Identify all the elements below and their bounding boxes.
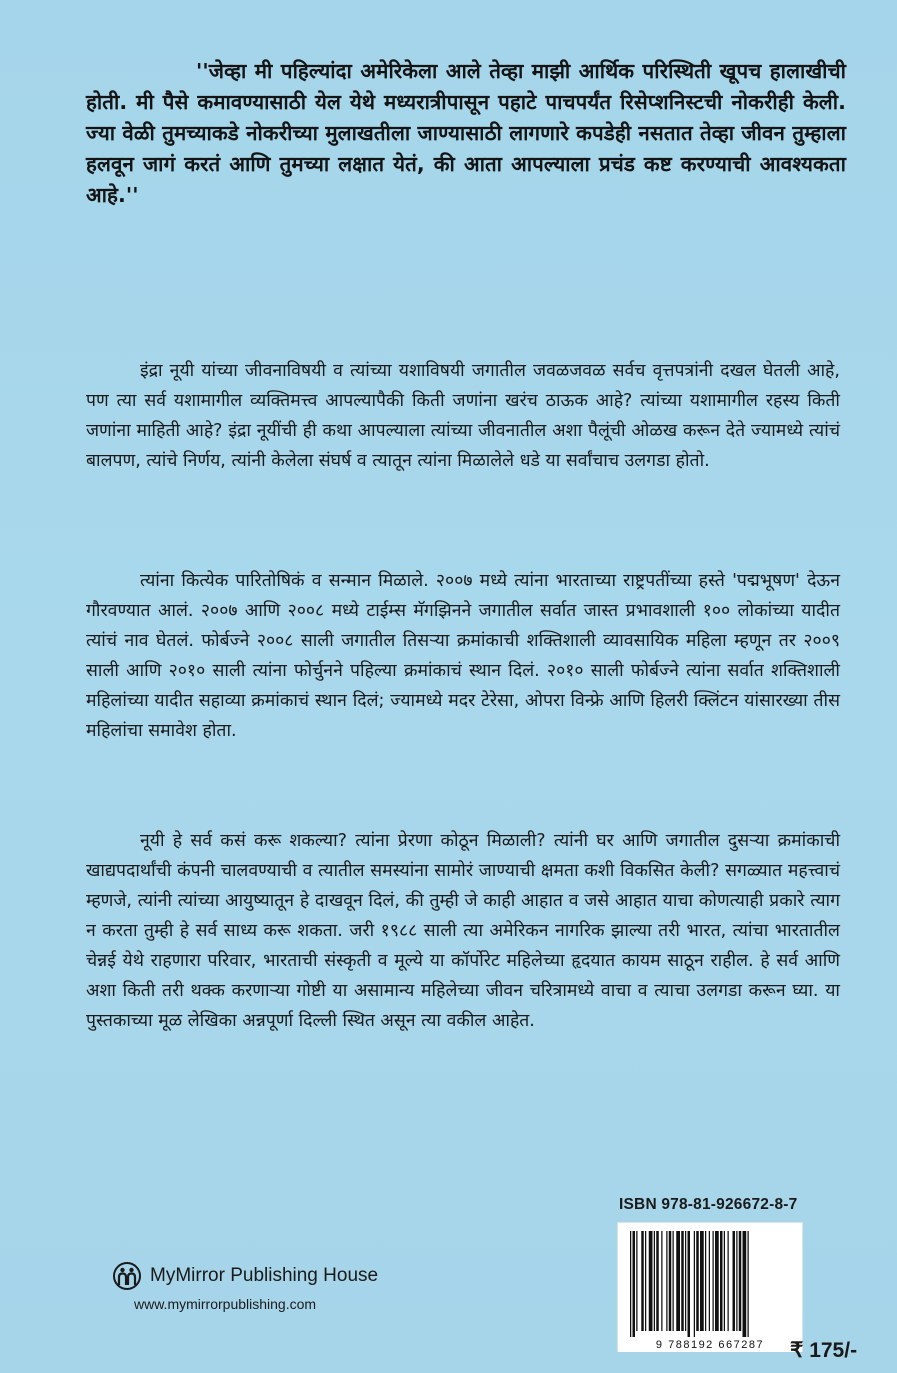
- barcode-bar: [636, 1231, 637, 1331]
- barcode-bar: [666, 1231, 667, 1331]
- cover-quote: ''जेव्हा मी पहिल्यांदा अमेरिकेला आले तेव्हा माझी आर्थिक परिस्थिती खूपच हालाखीची होती. मी पैसे कमावण्यासाठी येल येथे मध्यरात्रीपासून पहाटे पाचपर्यंत रिसेप्शनिस्टची नोकरीही केली. ज्या वेळी तुमच्याकडे नोकरीच्या मुलाखतीला जाण्यासाठी लागणारे कपडेही नसतात तेव्हा जीवन तुम्हाला हलवून जागं करतं आणि तुमच्या लक्षात येतं, की आता आपल्याला प्रचंड कष्ट करण्याची आवश्यकता आहे.'': [86, 59, 846, 207]
- barcode-bar: [633, 1231, 636, 1337]
- barcode-bar: [720, 1231, 723, 1331]
- barcode-bar: [673, 1231, 674, 1331]
- barcode-bar: [696, 1231, 699, 1331]
- barcode-bar: [685, 1231, 686, 1331]
- barcode-digits: 9 788192 667287: [618, 1339, 802, 1352]
- barcode-bar: [656, 1231, 659, 1331]
- barcode-bar: [645, 1231, 646, 1331]
- publisher: [112, 1256, 378, 1296]
- barcode-bar: [661, 1231, 662, 1331]
- barcode-bar: [705, 1231, 706, 1331]
- barcode-bar: [709, 1231, 710, 1331]
- mymirror-logo-icon: [112, 1261, 142, 1291]
- barcode-bar: [688, 1231, 691, 1337]
- barcode-bar: [713, 1231, 714, 1331]
- barcode-bar: [641, 1231, 644, 1331]
- barcode-bar: [715, 1231, 719, 1331]
- barcode-bars: [630, 1231, 790, 1337]
- barcode-bar: [743, 1231, 747, 1337]
- barcode-bar: [728, 1231, 729, 1331]
- price: ₹ 175/-: [790, 1339, 858, 1362]
- barcode-bar: [669, 1231, 672, 1331]
- barcode-bar: [739, 1231, 742, 1331]
- description-paragraph-1: इंद्रा नूयी यांच्या जीवनाविषयी व त्यांच्या यशाविषयी जगातील जवळजवळ सर्वच वृत्तपत्रांनी दखल घेतली आहे, पण त्या सर्व यशामागील व्यक्तिमत्त्व आपल्यापैकी किती जणांना खरंच ठाऊक आहे? त्यांच्या यशामागील रहस्य किती जणांना माहिती आहे? इंद्रा नूयींची ही कथा आपल्याला त्यांच्या जीवनातील अशा पैलूंची ओळख करून देते ज्यामध्ये त्यांचं बालपण, त्यांचे निर्णय, त्यांनी केलेला संघर्ष व त्यातून त्यांना मिळालेले धडे या सर्वांचाच उलगडा होतो.: [86, 361, 840, 471]
- publisher-name: MyMirror Publishing House: [150, 1265, 379, 1286]
- barcode-bar: [700, 1231, 704, 1331]
- isbn-block: [617, 1196, 817, 1351]
- barcode: [617, 1222, 803, 1352]
- description-paragraph-2: त्यांना कित्येक पारितोषिकं व सन्मान मिळाले. २००७ मध्ये त्यांना भारताच्या राष्ट्रपतींच्या हस्ते 'पद्मभूषण' देऊन गौरवण्यात आलं. २००७ आणि २००८ मध्ये टाईम्स मॅगझिनने जगातील सर्वात जास्त प्रभावशाली १०० लोकांच्या यादीत त्यांचं नाव घेतलं. फोर्बज्ने २००८ साली जगातील तिसऱ्या क्रमांकाची शक्तिशाली व्यावसायिक महिला म्हणून तर २००९ साली आणि २०१० साली त्यांना फोर्चुनने पहिल्या क्रमांकाचं स्थान दिलं. २०१० साली फोर्बज्ने त्यांना सर्वात शक्तिशाली महिलांच्या यादीत सहाव्या क्रमांकाचं स्थान दिलं; ज्यामध्ये मदर टेरेसा, ओपरा विन्फ्रे आणि हिलरी क्लिंटन यांसारख्या तीस महिलांचा समावेश होता.: [86, 571, 840, 741]
- barcode-bar: [694, 1231, 695, 1337]
- barcode-bar: [736, 1231, 737, 1331]
- barcode-bar: [630, 1231, 631, 1337]
- barcode-bar: [676, 1231, 680, 1331]
- barcode-bar: [733, 1231, 736, 1331]
- publisher-url: www.mymirrorpublishing.com: [134, 1296, 317, 1312]
- isbn-label: ISBN 978-81-926672-8-7: [619, 1196, 798, 1213]
- barcode-bar: [724, 1231, 725, 1331]
- barcode-bar: [649, 1231, 653, 1331]
- description-paragraph-3: नूयी हे सर्व कसं करू शकल्या? त्यांना प्रेरणा कोठून मिळाली? त्यांनी घर आणि जगातील दुसऱ्या क्रमांकाची खाद्यपदार्थांची कंपनी चालवण्याची व त्यातील समस्यांना सामोरं जाण्याची क्षमता कशी विकसित केली? सगळ्यात महत्त्वाचं म्हणजे, त्यांनी त्यांच्या आयुष्यातून हे दाखवून दिलं, की तुम्ही जे काही आहात व जसे आहात याचा कोणत्याही प्रकारे त्याग न करता तुम्ही हे सर्व साध्य करू शकता. जरी १९८८ साली त्या अमेरिकन नागरिक झाल्या तरी भारत, त्यांचा भारतातील चेन्नई येथे राहणारा परिवार, भारताची संस्कृती व मूल्ये या कॉर्पोरेट महिलेच्या हृदयात कायम साठून राहील. हे सर्व आणि अशा किती तरी थक्क करणाऱ्या गोष्टी या असामान्य महिलेच्या जीवन चरित्रामध्ये वाचा व त्याचा उलगडा करून घ्या. या पुस्तकाच्या मूळ लेखिका अन्नपूर्णा दिल्ली स्थित असून त्या वकील आहेत.: [86, 831, 840, 1031]
- barcode-bar: [748, 1231, 749, 1337]
- barcode-bar: [681, 1231, 684, 1331]
- barcode-bar: [654, 1231, 655, 1331]
